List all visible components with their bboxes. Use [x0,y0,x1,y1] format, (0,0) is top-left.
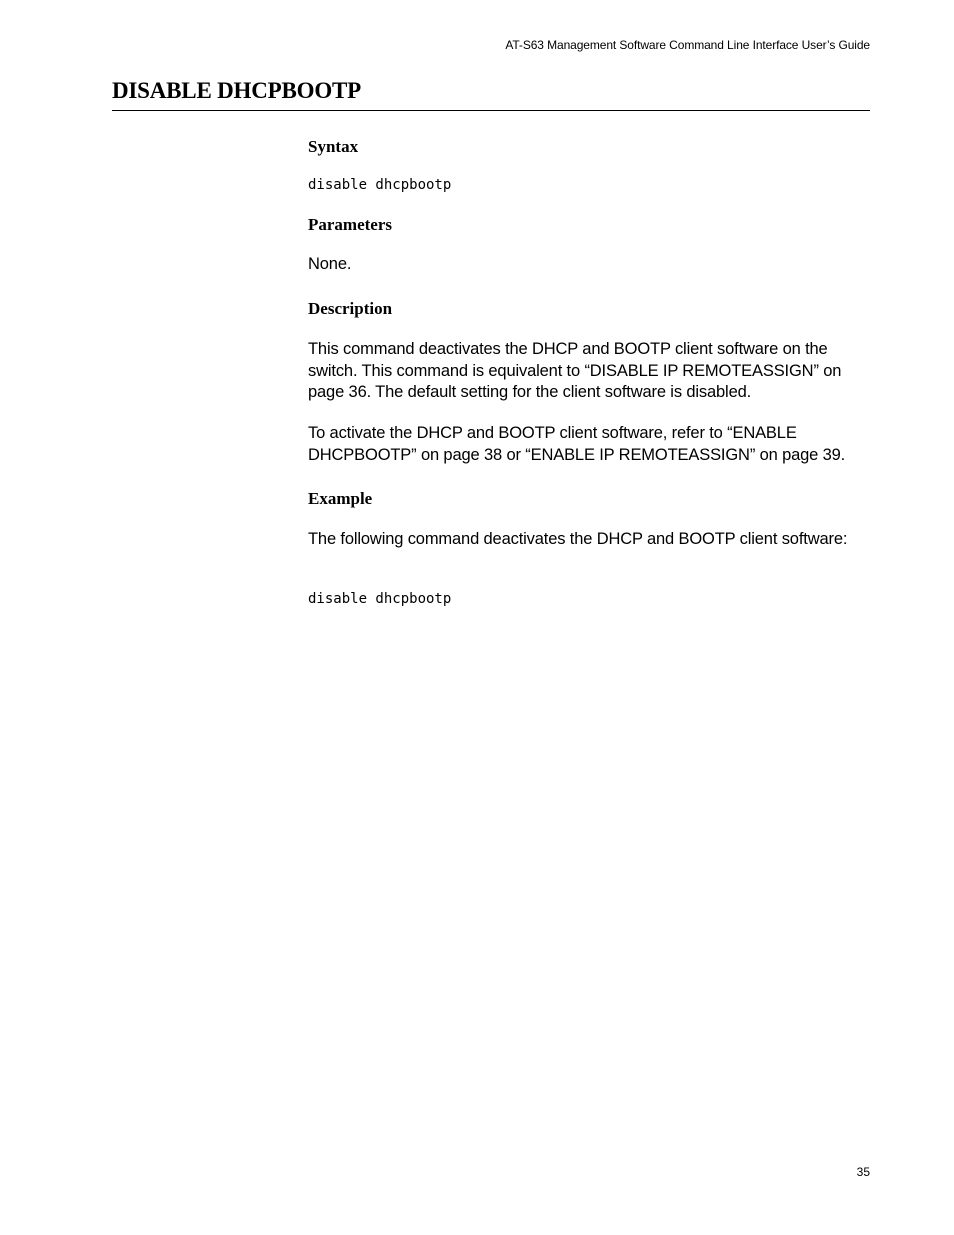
syntax-code: disable dhcpbootp [308,177,452,193]
title-rule [112,110,870,111]
description-paragraph-1: This command deactivates the DHCP and BOOTP client software on the switch. This command is equivalent to “DISABLE IP REMOTEASSIGN” on page 36. The default setting for the client software is disabled. [308,340,842,401]
running-header: AT-S63 Management Software Command Line Interface User’s Guide [505,38,870,52]
page-title: DISABLE DHCPBOOTP [112,78,362,103]
description-paragraph-2: To activate the DHCP and BOOTP client software, refer to “ENABLE DHCPBOOTP” on page 38 or “ENABLE IP REMOTEASSIGN” on page 39. [308,424,846,464]
example-code: disable dhcpbootp [308,591,452,607]
description-heading: Description [308,299,393,318]
example-text: The following command deactivates the DHCP and BOOTP client software: [308,530,848,548]
page-number: 35 [856,1165,870,1179]
example-heading: Example [308,489,373,508]
syntax-heading: Syntax [308,137,359,156]
parameters-text: None. [308,255,352,273]
parameters-heading: Parameters [308,215,393,234]
